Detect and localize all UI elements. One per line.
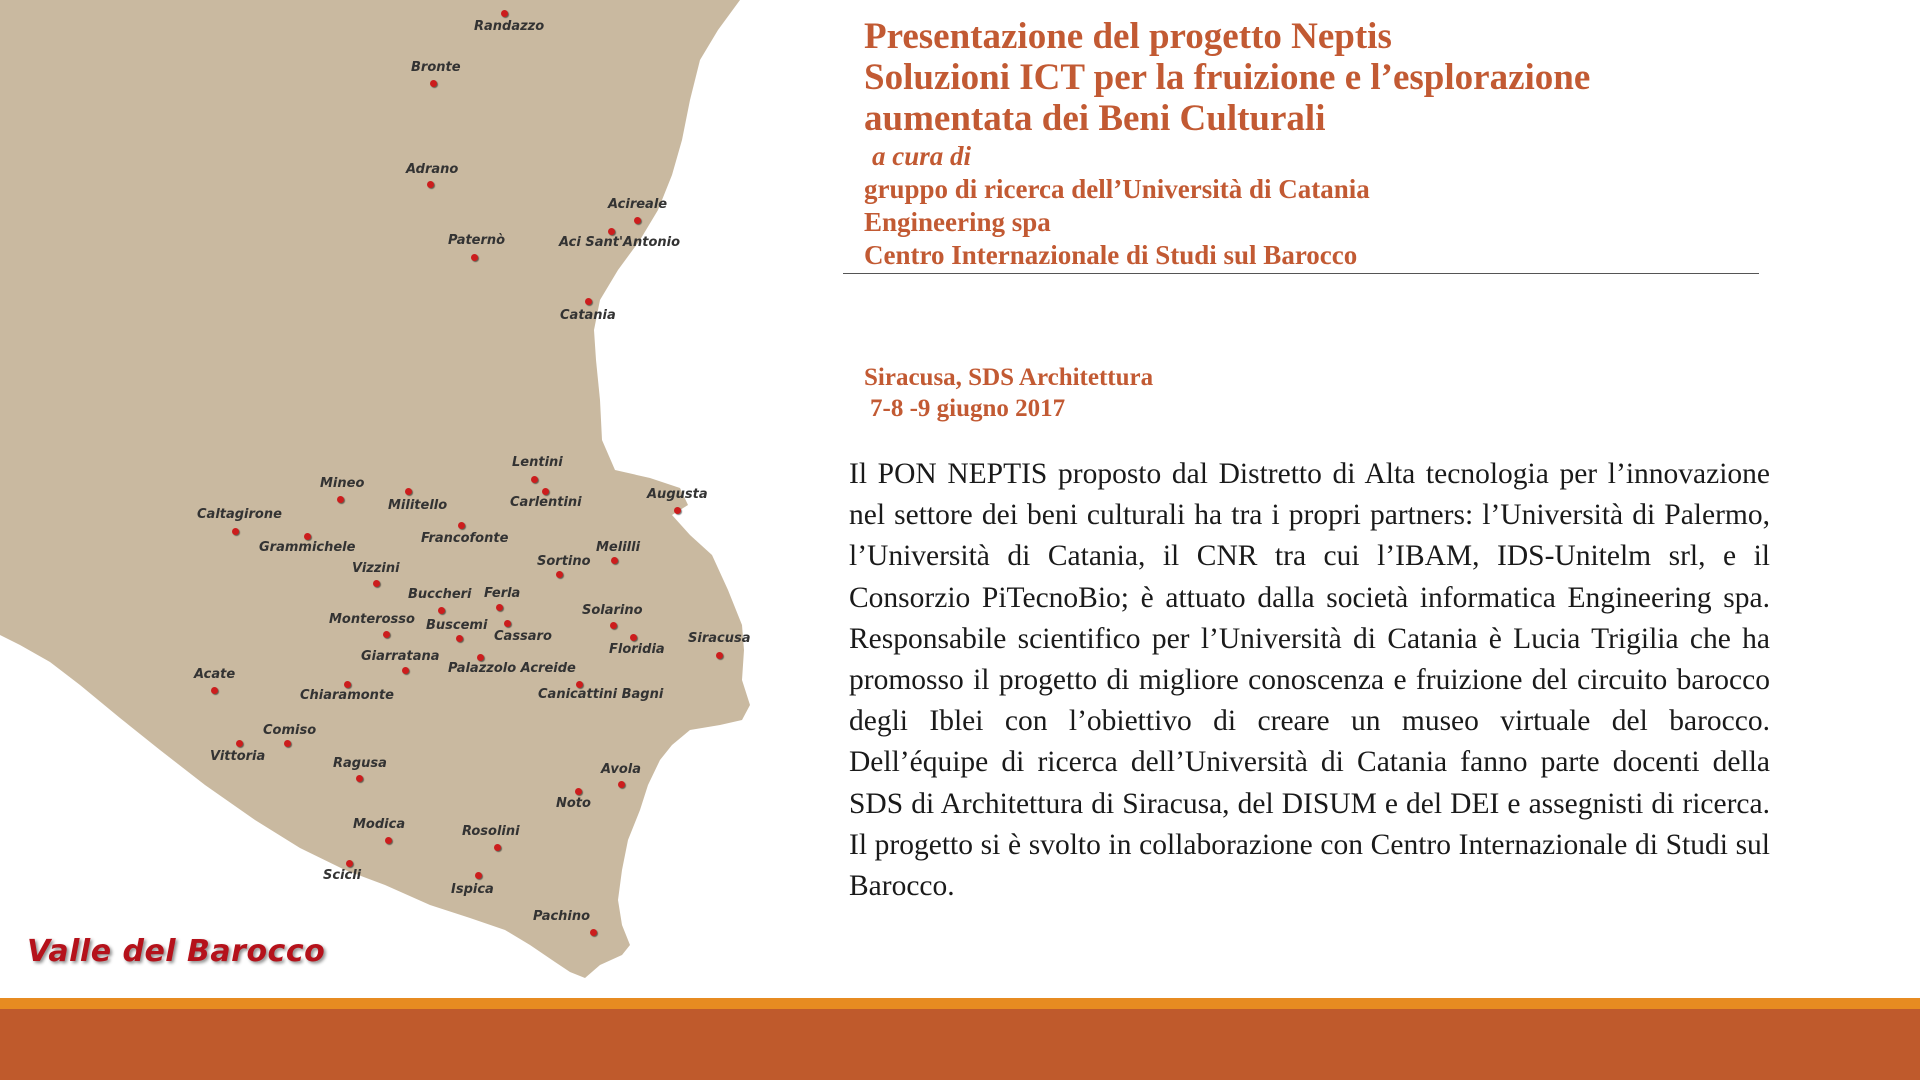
town-label: Acireale xyxy=(608,197,668,212)
town-label: Lentini xyxy=(512,455,563,470)
town-marker xyxy=(373,580,380,587)
town-label: Rosolini xyxy=(462,824,520,839)
town-marker xyxy=(610,622,617,629)
town-label: Buccheri xyxy=(408,587,472,602)
town-marker xyxy=(475,872,482,879)
town-label: Ispica xyxy=(451,882,494,897)
town-label: Giarratana xyxy=(361,649,440,664)
town-label: Noto xyxy=(556,796,591,811)
town-marker xyxy=(542,488,549,495)
town-marker xyxy=(284,740,291,747)
town-label: Caltagirone xyxy=(197,507,282,522)
town-marker xyxy=(430,80,437,87)
town-label: Vizzini xyxy=(352,561,400,576)
town-label: Paternò xyxy=(448,233,506,248)
footer-accent-line xyxy=(0,998,1920,1009)
town-label: Mineo xyxy=(320,476,365,491)
town-label: Grammichele xyxy=(259,540,356,555)
town-label: Comiso xyxy=(263,723,317,738)
town-label: Aci Sant'Antonio xyxy=(559,235,681,250)
map-panel xyxy=(0,0,760,1000)
town-label: Acate xyxy=(194,667,236,682)
town-marker xyxy=(304,533,311,540)
town-marker xyxy=(674,507,681,514)
headline-line: Soluzioni ICT per la fruizione e l’esplorazione xyxy=(864,57,1591,98)
header-divider xyxy=(843,273,1759,274)
town-marker xyxy=(346,860,353,867)
town-label: Randazzo xyxy=(474,19,545,34)
town-label: Catania xyxy=(560,308,616,323)
town-marker xyxy=(618,781,625,788)
slide-header xyxy=(864,16,1764,272)
town-marker xyxy=(556,571,563,578)
headline-line: aumentata dei Beni Culturali xyxy=(864,98,1326,139)
town-marker xyxy=(590,929,597,936)
town-label: Augusta xyxy=(647,487,708,502)
town-marker xyxy=(471,254,478,261)
town-marker xyxy=(344,681,351,688)
town-marker xyxy=(383,631,390,638)
town-label: Francofonte xyxy=(421,531,509,546)
town-label: Canicattini Bagni xyxy=(538,687,664,702)
town-marker xyxy=(531,476,538,483)
town-label: Monterosso xyxy=(329,612,415,627)
town-label: Chiaramonte xyxy=(300,688,394,703)
town-marker xyxy=(634,217,641,224)
town-label: Sortino xyxy=(537,554,591,569)
town-marker xyxy=(211,687,218,694)
town-marker xyxy=(585,298,592,305)
town-label: Solarino xyxy=(582,603,643,618)
town-marker xyxy=(494,844,501,851)
town-marker xyxy=(611,557,618,564)
town-label: Vittoria xyxy=(210,749,266,764)
town-marker xyxy=(385,837,392,844)
town-marker xyxy=(458,522,465,529)
map-title: Valle del Barocco xyxy=(27,934,326,969)
partner-line: Centro Internazionale di Studi sul Barocco xyxy=(864,240,1358,270)
town-marker xyxy=(630,634,637,641)
town-marker xyxy=(456,635,463,642)
town-marker xyxy=(232,528,239,535)
town-marker xyxy=(716,652,723,659)
town-label: Palazzolo Acreide xyxy=(448,661,576,676)
town-label: Scicli xyxy=(323,868,362,883)
town-label: Cassaro xyxy=(494,629,552,644)
town-label: Pachino xyxy=(533,909,591,924)
town-label: Bronte xyxy=(411,60,461,75)
town-marker xyxy=(427,181,434,188)
town-marker xyxy=(504,620,511,627)
town-label: Modica xyxy=(353,817,406,832)
town-label: Adrano xyxy=(406,162,459,177)
town-marker xyxy=(477,654,484,661)
town-marker xyxy=(496,604,503,611)
town-marker xyxy=(236,740,243,747)
event-place: Siracusa, SDS Architettura xyxy=(864,364,1154,391)
project-description: Il PON NEPTIS proposto dal Distretto di Alta tecnologia per l’innovazione nel settore dei beni culturali ha tra i propri partners: l’Università di Palermo, l’Università di Catania, il CNR tra cui l’IBAM, IDS-Unitelm srl, e il Consorzio PiTecnoBio; è attuato dalla società informatica Engineering spa. Responsabile scientifico per l’Università di Catania è Lucia Trigilia che ha promosso il progetto di migliore conoscenza e fruizione del circuito barocco degli Iblei con l’obiettivo di creare un museo virtuale del barocco. Dell’équipe di ricerca dell’Università di Catania fanno parte docenti della SDS di Architettura di Siracusa, del DISUM e del DEI e assegnisti di ricerca. Il progetto si è svolto in collaborazione con Centro Internazionale di Studi sul Barocco. xyxy=(849,458,1770,903)
partner-line: gruppo di ricerca dell’Università di Catania xyxy=(864,174,1370,204)
town-label: Ragusa xyxy=(333,756,387,771)
town-marker xyxy=(438,607,445,614)
town-marker xyxy=(402,667,409,674)
town-marker xyxy=(356,775,363,782)
footer-band xyxy=(0,998,1920,1080)
event-info xyxy=(864,362,1153,424)
town-marker xyxy=(608,228,615,235)
partner-line: Engineering spa xyxy=(864,207,1051,237)
town-label: Floridia xyxy=(609,642,665,657)
town-label: Avola xyxy=(601,762,641,777)
town-label: Carlentini xyxy=(510,495,582,510)
town-label: Militello xyxy=(388,498,448,513)
town-marker xyxy=(337,496,344,503)
town-label: Buscemi xyxy=(426,618,488,633)
sicily-map xyxy=(0,0,760,1000)
town-marker xyxy=(575,788,582,795)
by-line: a cura di xyxy=(872,141,972,171)
event-date: 7-8 -9 giugno 2017 xyxy=(870,395,1066,422)
town-marker xyxy=(405,488,412,495)
town-label: Ferla xyxy=(484,586,521,601)
town-label: Melilli xyxy=(596,540,641,555)
town-label: Siracusa xyxy=(688,631,751,646)
headline-line: Presentazione del progetto Neptis xyxy=(864,16,1392,57)
town-marker xyxy=(501,10,508,17)
